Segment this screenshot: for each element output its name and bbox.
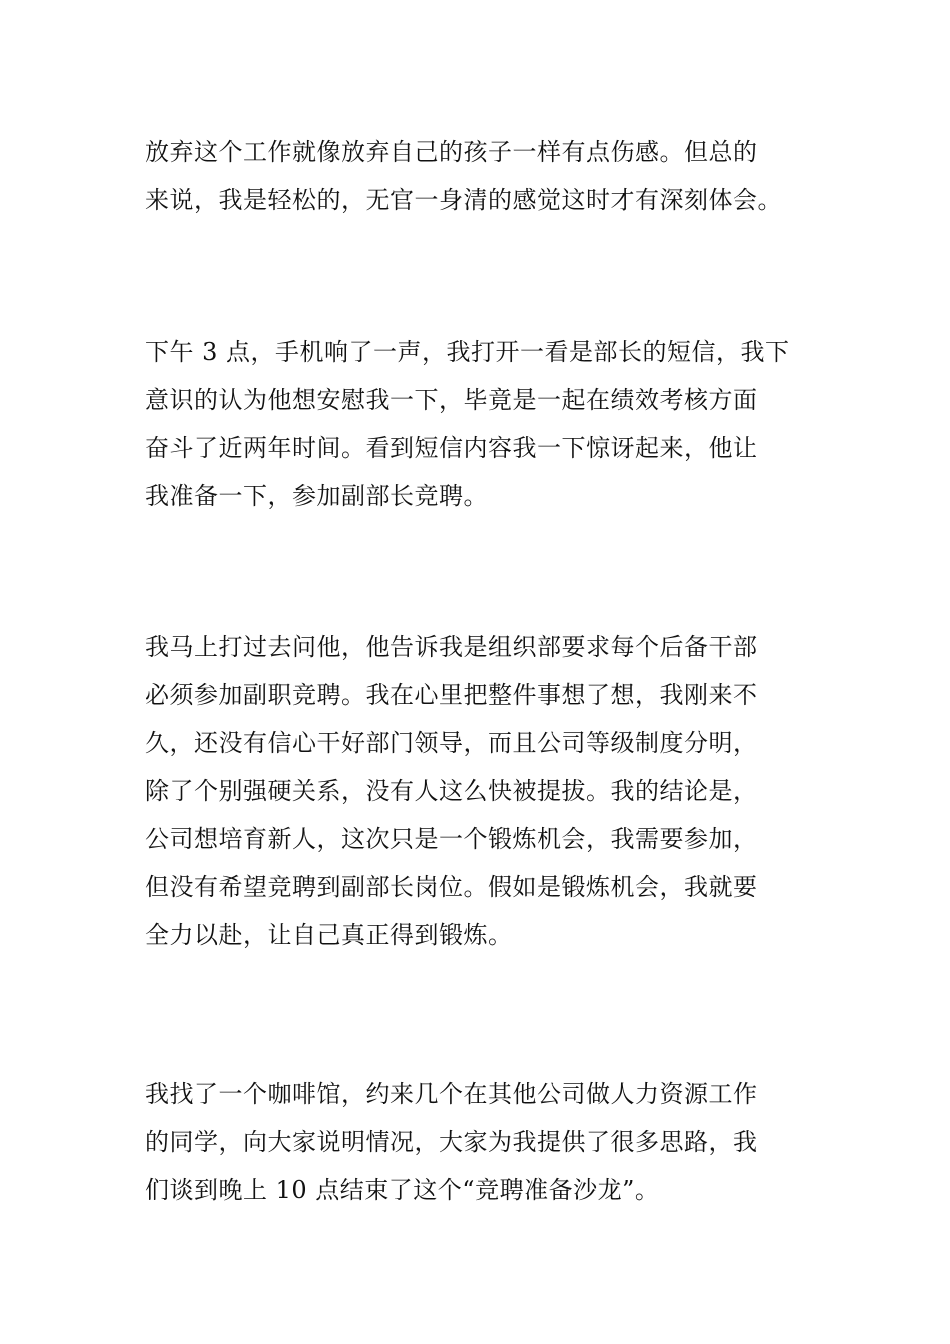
text-line: 我准备一下，参加副部长竞聘。 bbox=[145, 482, 488, 510]
text-line: 们谈到晚上 10 点结束了这个“竞聘准备沙龙”。 bbox=[145, 1176, 660, 1204]
text-line: 必须参加副职竞聘。我在心里把整件事想了想，我刚来不 bbox=[145, 681, 758, 709]
text-line: 意识的认为他想安慰我一下，毕竟是一起在绩效考核方面 bbox=[145, 386, 758, 414]
text-line: 奋斗了近两年时间。看到短信内容我一下惊讶起来，他让 bbox=[145, 434, 758, 462]
text-line: 的同学，向大家说明情况，大家为我提供了很多思路，我 bbox=[145, 1128, 758, 1156]
text-line: 我找了一个咖啡馆，约来几个在其他公司做人力资源工作 bbox=[145, 1080, 758, 1108]
text-line: 全力以赴，让自己真正得到锻炼。 bbox=[145, 921, 513, 949]
text-line: 来说，我是轻松的，无官一身清的感觉这时才有深刻体会。 bbox=[145, 186, 782, 214]
text-line: 我马上打过去问他，他告诉我是组织部要求每个后备干部 bbox=[145, 633, 758, 661]
text-line: 除了个别强硬关系，没有人这么快被提拔。我的结论是， bbox=[145, 777, 758, 805]
text-line: 下午 3 点，手机响了一声，我打开一看是部长的短信，我下 bbox=[145, 338, 790, 366]
text-line: 公司想培育新人，这次只是一个锻炼机会，我需要参加， bbox=[145, 825, 758, 853]
text-line: 但没有希望竞聘到副部长岗位。假如是锻炼机会，我就要 bbox=[145, 873, 758, 901]
text-line: 久，还没有信心干好部门领导，而且公司等级制度分明， bbox=[145, 729, 758, 757]
text-line: 放弃这个工作就像放弃自己的孩子一样有点伤感。但总的 bbox=[145, 138, 758, 166]
